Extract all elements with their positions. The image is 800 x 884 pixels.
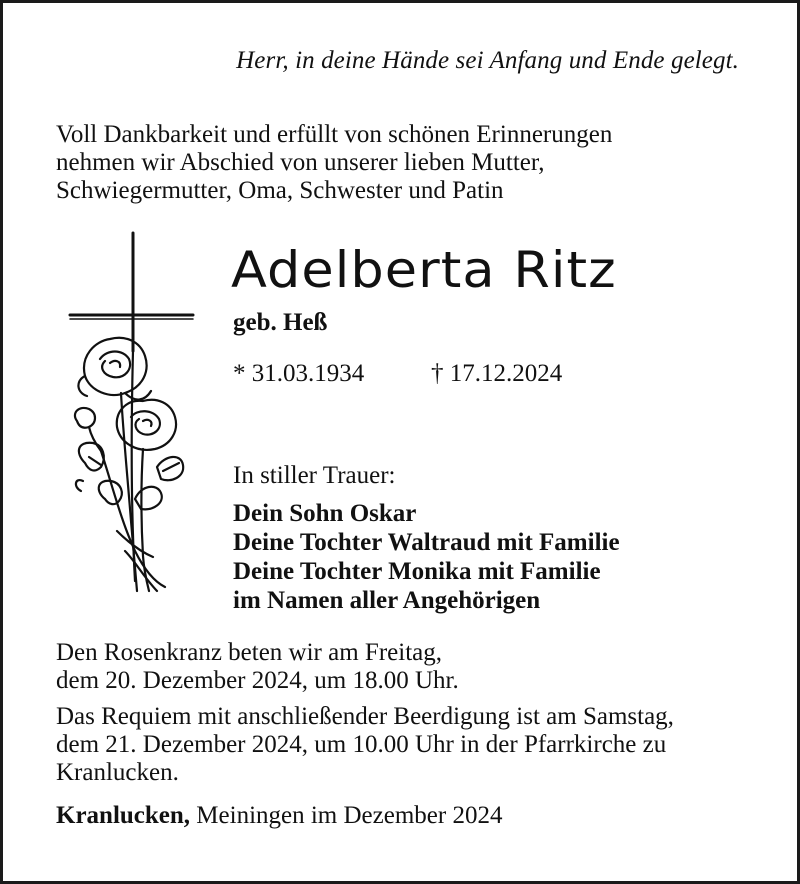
requiem-line: Das Requiem mit anschließender Beerdigung ist am Samstag, (56, 703, 674, 730)
mourning-intro: In stiller Trauer: (233, 462, 396, 489)
rosary-line: dem 20. Dezember 2024, um 18.00 Uhr. (56, 667, 459, 694)
place-and-date (56, 802, 502, 830)
rosary-line: Den Rosenkranz beten wir am Freitag, (56, 639, 442, 666)
mourners-list (233, 499, 620, 615)
intro-line: Schwiegermutter, Oma, Schwester und Patin (56, 177, 504, 204)
death-date: † 17.12.2024 (431, 360, 563, 387)
mourner-line: Dein Sohn Oskar (233, 500, 417, 527)
place-town: Kranlucken, (56, 802, 191, 829)
requiem-line: Kranlucken. (56, 759, 179, 786)
place-date-rest: Meiningen im Dezember 2024 (196, 802, 503, 829)
life-dates (233, 360, 562, 388)
service-details (56, 639, 674, 787)
motto: Herr, in deine Hände sei Anfang und Ende gelegt. (236, 47, 739, 74)
birth-date: * 31.03.1934 (233, 360, 365, 387)
intro-line: Voll Dankbarkeit und erfüllt von schönen Erinnerungen (56, 121, 613, 148)
deceased-name: Adelberta Ritz (231, 241, 617, 299)
mourner-line: Deine Tochter Waltraud mit Familie (233, 529, 620, 556)
maiden-name: geb. Heß (233, 309, 328, 336)
cross-with-roses-icon (65, 231, 195, 596)
intro-line: nehmen wir Abschied von unserer lieben Mutter, (56, 149, 545, 176)
intro-text (56, 121, 612, 205)
mourner-line: im Namen aller Angehörigen (233, 587, 541, 614)
mourner-line: Deine Tochter Monika mit Familie (233, 558, 601, 585)
requiem-line: dem 21. Dezember 2024, um 10.00 Uhr in der Pfarrkirche zu (56, 731, 667, 758)
